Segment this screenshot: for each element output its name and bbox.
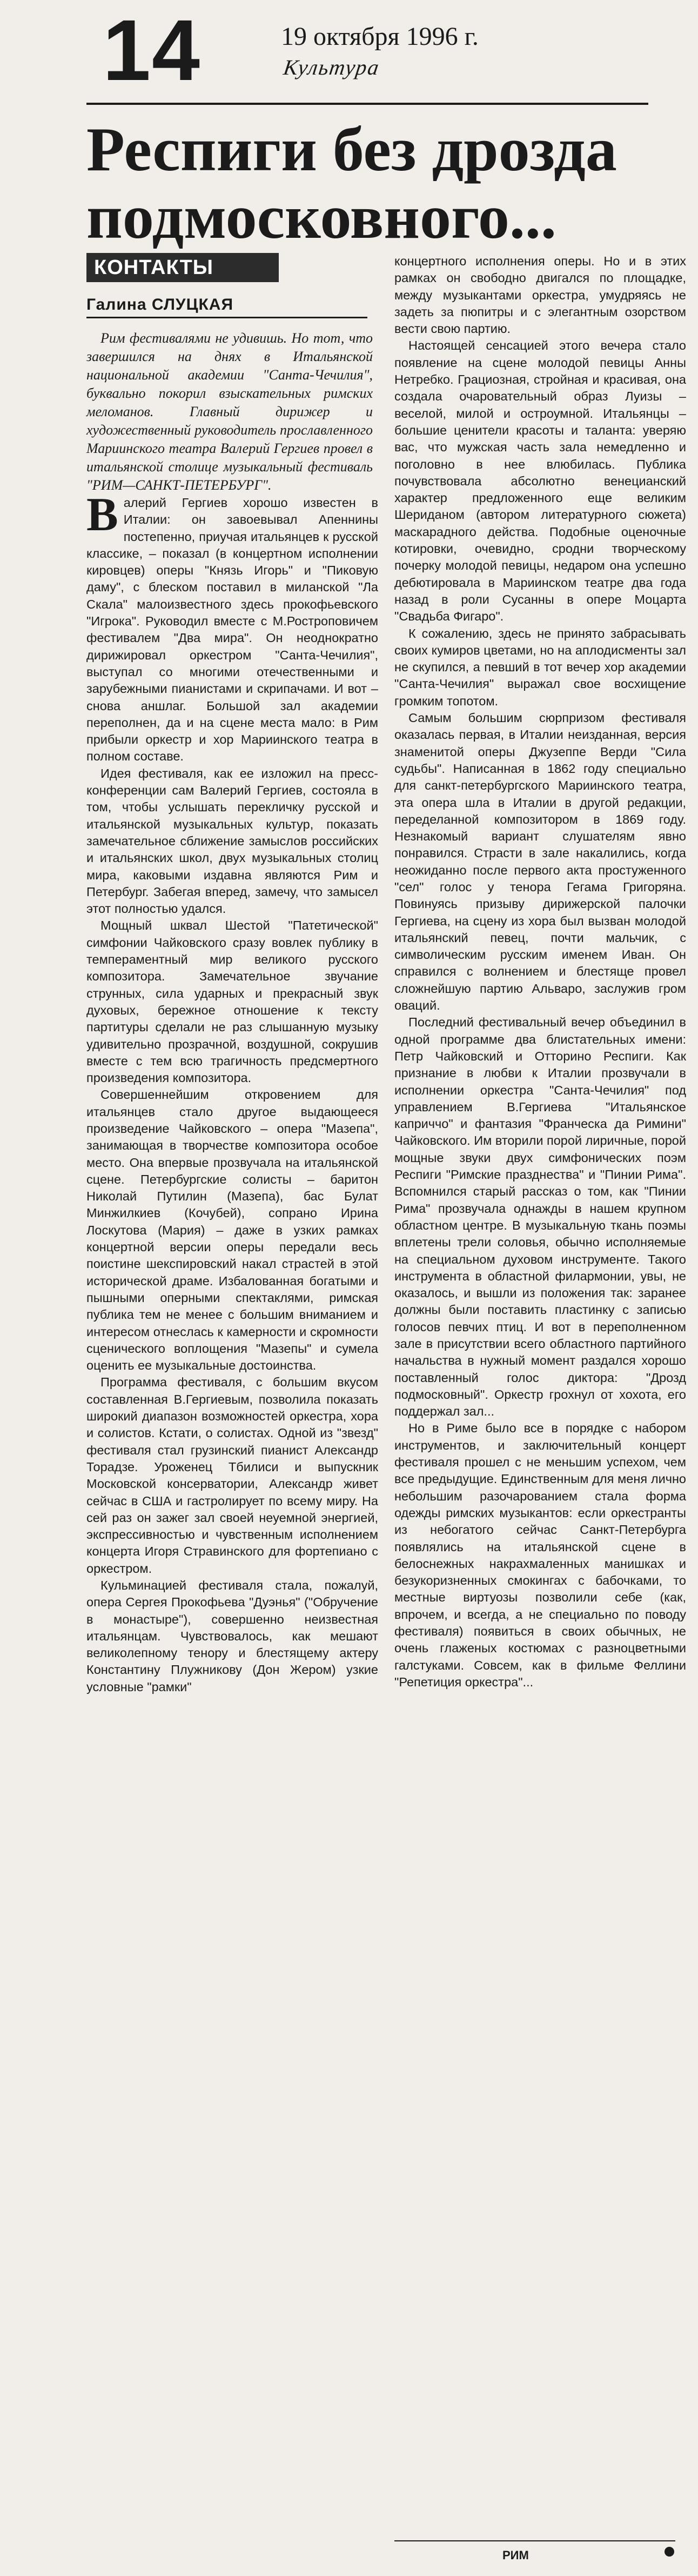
paragraph: [86, 489, 378, 765]
masthead: [81, 2, 648, 98]
paragraph: К сожалению, здесь не принято забрасывать своих кумиров цветами, но на аплодисменты зал не скупился, а певший в тот вечер хор академии "Санта-Чечилия" выражал свое восхищение громким топотом.: [394, 626, 686, 708]
lede: Рим фестивалями не удивишь. Но тот, что завершился на днях в Итальянской национальной академии "Санта-Чечилия", буквально покорил взыскательных римских меломанов. Главный дирижер и художественный руководитель прославленного Мариинского театра Валерий Гергиев провел в итальянской столице музыкальный фестиваль "РИМ—САНКТ-ПЕТЕРБУРГ".: [86, 330, 373, 493]
author-name: Галина СЛУЦКАЯ: [86, 296, 234, 313]
section-label: КОНТАКТЫ: [86, 253, 279, 282]
paragraph: Кульминацией фестиваля стала, пожалуй, опера Сергея Прокофьева "Дуэнья" ("Обручение в монастыре"), совершенно неизвестная итальянцам. Чувствовалось, как мешают великолепному тенору и блестящему актеру Константину Плужникову (Дон Жером) узкие условные "рамки": [86, 1578, 378, 1694]
paragraph: Самым большим сюрпризом фестиваля оказалась первая, в Италии неизданная, версия знаменитой оперы Джузеппе Верди "Сила судьбы". Написанная в 1862 году специально для санкт-петербургского Мариинского театра, эта опера шла в Италии в другой редакции, переделанной композитором в 1869 году. Незнакомый вариант слушателям явно понравился. Страсти в зале накалились, когда неожиданно после первого акта простуженного "сел" голос у тенора Гегама Григоряна. Повинуясь призыву дирижерской палочки Гергиева, на сцену из хора был вызван молодой итальянский певец, почти мальчик, с символическим русским именем Иван. Он справился с волнением и блестяще провел сложнейшую партию Альваро, заслужив гром оваций.: [394, 711, 686, 1013]
paragraph-text: алерий Гергиев хорошо известен в Италии: он завоевывал Апеннины постепенно, приучая итальянцев к русской классике, – показал (в концертном исполнении кировцев) оперы "Князь Игорь" и "Пиковую даму", с блеском поставил в миланской "Ла Скала" малоизвестного здесь прокофьевского "Игрока". Руководил вместе с М.Ростроповичем фестивалем "Два мира". Он неоднократно дирижировал оркестром "Санта-Чечилия", выступал со многими отечественными и зарубежными пианистами и скрипачами. И вот – снова аншлаг. Большой зал академии переполнен, да и на сцене места мало: в Рим прибыли оркестр и хор Мариинского театра в полном составе.: [86, 496, 378, 764]
paragraph: Программа фестиваля, с большим вкусом составленная В.Гергиевым, позволила показать широкий диапазон возможностей оркестра, хора и солистов. Кстати, о солистах. Одной из "звезд" фестиваля стал грузинский пианист Александр Торадзе. Уроженец Тбилиси и выпускник Московской консерватории, Александр живет сейчас в США и гастролирует по всему миру. На сей раз он зажег зал своей неуемной энергией, экспрессивностью и чувственным исполнением концерта Игоря Стравинского для фортепиано с оркестром.: [86, 1375, 378, 1576]
paragraph: Совершеннейшим откровением для итальянцев стало другое выдающееся произведение Чайковского – опера "Мазепа", занимающая в творчестве композитора особое место. Она впервые прозвучала на итальянской сцене. Петербургские солисты – баритон Николай Путилин (Мазепа), бас Булат Минжилкиев (Кочубей), сопрано Ирина Лоскутова (Мария) – даже в узких рамках концертной версии оперы передали весь поистине шекспировский накал страстей в этой исторической драме. Избалованная богатыми и пышными оперными спектаклями, римская публика тем не менее с большим вниманием и интересом отнеслась к камерности и скромности сценического воплощения "Мазепы" и сумела оценить ее музыкальные достоинства.: [86, 1087, 378, 1373]
article-body-right: [394, 253, 686, 1691]
masthead-rule: [86, 103, 648, 105]
right-column: [394, 253, 686, 1691]
drop-cap: В: [86, 489, 118, 541]
paragraph: Настоящей сенсацией этого вечера стало появление на сцене молодой певицы Анны Нетребко. Грациозная, стройная и красивая, она создала очаровательный образ Луизы – веселой, милой и остроумной. Итальянцы – большие ценители красоты и таланта: уверяю вас, что мужская часть зала немедленно и поголовно в нее влюбилась. Публика почувствовала абсолютно венецианский характер предложенного еще великим Шериданом (автором литературного сюжета) маскарадного действа. Подобные оценочные котировки, очевидно, сродни творческому почерку молодой певицы, недаром она успешно дебютировала в Мариинском театре два года назад в роли Сусанны в опере Моцарта "Свадьба Фигаро".: [394, 338, 686, 624]
article-body-left: [86, 489, 378, 1696]
paragraph: Последний фестивальный вечер объединил в одной программе два блистательных имени: Петр Чайковский и Отторино Респиги. Как признание в любви к Италии прозвучали в исполнении оркестра "Санта-Чечилия" под управлением В.Гергиева "Итальянское каприччо" и фантазия "Франческа да Римини" Чайковского. Им вторили порой лиричные, порой мощные звуки двух симфонических поэм Респиги "Римские празднества" и "Пинии Рима". Вспомнился старый рассказ о том, как "Пинии Рима" прозвучала однажды в нашем крупном областном центре. В музыкальную ткань поэмы вплетены трели соловья, обычно исполняемые на специальном духовом инструменте. Такого инструмента в областной филармонии, увы, не оказалось, и вышли из положения так: заранее должны были поставить пластинку с записью голосов певчих птиц. И вот в переполненном зале в присутствии всего областного партийного начальства в нужный момент раздался хорошо поставленный голос диктора: "Дрозд подмосковный". Оркестр грохнул от хохота, его поддержал зал...: [394, 1015, 686, 1419]
rubric: Культура: [281, 55, 381, 79]
footer-rule: [394, 2540, 675, 2541]
paragraph: Но в Риме было все в порядке с набором инструментов, и заключительный концерт фестиваля прошел с не меньшим успехом, чем все предыдущие. Единственным для меня лично небольшим разочарованием стала форма одежды римских музыкантов: если оркестранты из небогатого сейчас Санкт-Петербурга появлялись на итальянской сцене в белоснежных накрахмаленных манишках и безукоризненных смокингах с бабочками, то местные виртуозы позволили себе (как, впрочем, и всегда, а не специально по поводу фестиваля) появиться в своих обычных, не очень глаженых костюмах с разноцветными галстуками. Совсем, как в фильме Феллини "Репетиция оркестра"...: [394, 1421, 686, 1689]
headline: Респиги без дрозда подмосковного...: [86, 115, 617, 252]
author-rule: [86, 317, 367, 318]
end-mark-icon: [665, 2547, 674, 2557]
dateline-signoff: РИМ: [502, 2548, 529, 2562]
paragraph: Мощный шквал Шестой "Патетической" симфонии Чайковского сразу вовлек публику в темпераментный мир великого русского композитора. Замечательное звучание струнных, сила ударных и прекрасный звук духовых, бережное отношение к тексту партитуры сделали не раз слышанную музыку удивительно прозрачной, воздушной, сокрушив вместе с тем всю трагичность предсмертного произведения композитора.: [86, 918, 378, 1085]
issue-date: 19 октября 1996 г.: [281, 22, 479, 51]
paragraph: концертного исполнения оперы. Но и в этих рамках он свободно двигался по площадке, между музыкантами оркестра, умудряясь не задеть за пюпитры и с элегантным озорством вести свою партию.: [394, 254, 686, 336]
page-number: 14: [103, 2, 201, 98]
paragraph: Идея фестиваля, как ее изложил на пресс-конференции сам Валерий Гергиев, состояла в том, чтобы услышать перекличку русской и итальянской музыкальных культур, показать замечательное сближение замыслов российских и итальянских школ, двух музыкальных столиц мира, каковыми издавна являются Рим и Петербург. Забегая вперед, замечу, что замысел этот полностью удался.: [86, 766, 378, 916]
left-column: [86, 253, 378, 1696]
